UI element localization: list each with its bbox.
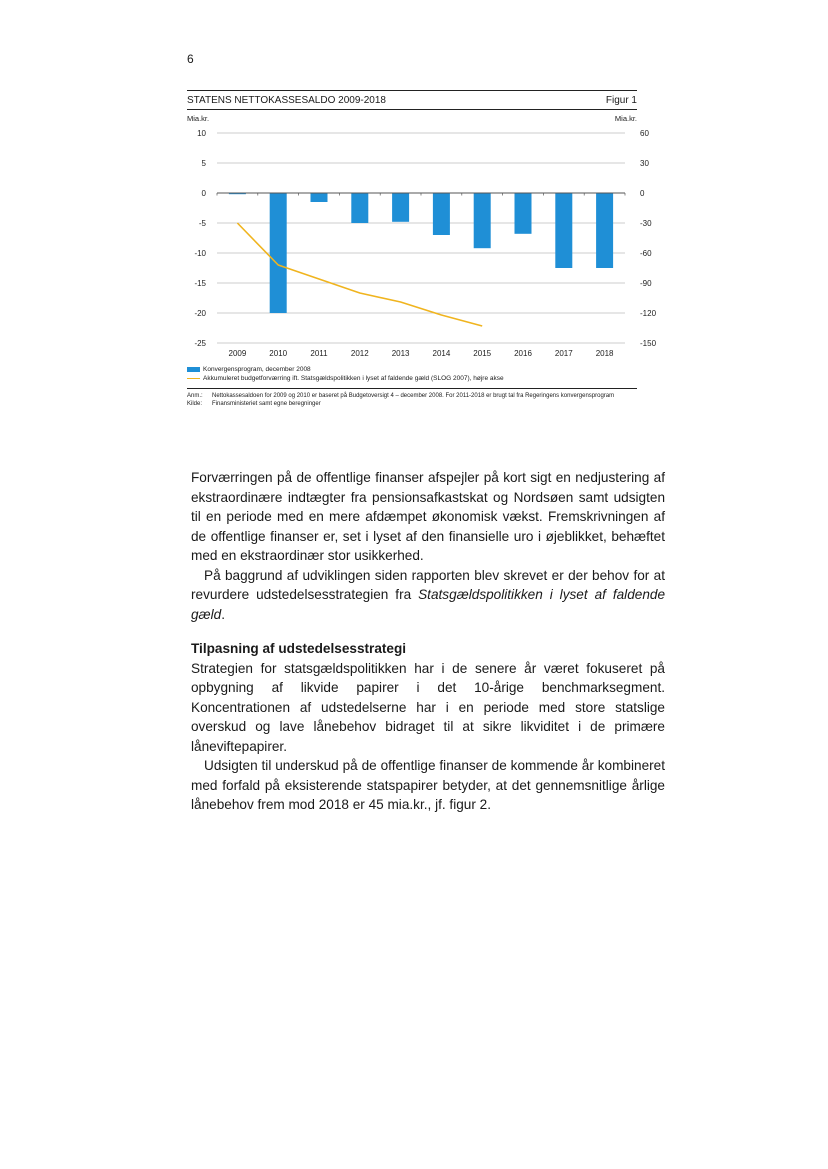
y2-tick-label: -90 [640,279,652,288]
x-tick-label: 2017 [554,349,573,358]
axis-units [187,114,637,123]
section-heading: Tilpasning af udstedelsesstrategi [191,641,407,656]
bar [515,193,532,234]
y2-tick-label: -60 [640,249,652,258]
note-kilde-text: Finansministeriet samt egne beregninger [212,401,321,407]
note-kilde [187,400,637,408]
bar [270,193,287,313]
figure-notes [187,392,637,408]
figure-1 [187,90,657,408]
bar [474,193,491,248]
body-text [191,468,665,815]
x-tick-label: 2010 [269,349,288,358]
y-tick-label: -10 [194,249,206,258]
y-tick-label: -5 [198,219,206,228]
x-tick-label: 2015 [473,349,492,358]
y2-tick-label: 60 [640,129,649,138]
page-number: 6 [187,52,194,66]
paragraph-3: Strategien for statsgældspolitikken har i de senere år været fokuseret på opbygning af likvide papirer i det 10-årige benchmarksegment. Koncentrationen af udstedelserne har i en periode med store statslige overskud og lave lånebehov bidraget til at sikre likviditet i de primære låneviftepapirer. [191,660,665,754]
legend-bar-label: Konvergensprogram, december 2008 [203,366,311,373]
paragraph-2-text: På baggrund af udviklingen siden rapporten blev skrevet er der behov for at revurdere udstedelsesstrategien fra [191,567,665,602]
legend-item-line [187,374,637,383]
y-tick-label: 0 [201,189,206,198]
chart [187,123,657,363]
y-tick-label: 10 [197,129,206,138]
x-tick-label: 2013 [391,349,410,358]
bar [596,193,613,268]
x-tick-label: 2009 [228,349,247,358]
x-tick-label: 2012 [350,349,369,358]
paragraph-2-end: . [221,606,226,622]
legend-item-bar [187,365,637,374]
y2-tick-label: -30 [640,219,652,228]
figure-bottom-rule [187,388,637,389]
y2-tick-label: 0 [640,189,645,198]
bar [392,193,409,222]
x-tick-label: 2016 [514,349,532,358]
right-axis-unit: Mia.kr. [614,114,637,123]
legend [187,365,637,383]
note-anm-text: Nettokassesaldoen for 2009 og 2010 er baseret på Budgetoversigt 4 – december 2008. For 2011-2018 er brugt tal fra Regeringens konvergensprogram [212,393,615,399]
figure-header-rule [187,109,637,110]
note-anm [187,392,637,400]
figure-title: STATENS NETTOKASSESALDO 2009-2018 [187,95,386,106]
note-kilde-label: Kilde: [187,401,203,407]
note-anm-label: Anm.: [187,393,203,399]
legend-line-label: Akkumuleret budgetforværring ift. Statsgældspolitikken i lyset af faldende gæld (SLOG 2007), højre akse [203,375,504,382]
x-tick-label: 2014 [432,349,451,358]
y-tick-label: 5 [201,159,206,168]
paragraph-2-italic: Statsgældspolitikken i lyset af faldende gæld [191,587,665,622]
y2-tick-label: 30 [640,159,649,168]
legend-line-swatch [187,378,200,379]
y-tick-label: -15 [194,279,206,288]
bar [351,193,368,223]
paragraph-2 [191,566,665,625]
paragraph-1: Forværringen på de offentlige finanser afspejler på kort sigt en nedjustering af ekstraordinære indtægter fra pensionsafkastskat og Nordsøen samt udsigten til en periode med en mere afdæmpet økonomisk vækst. Fremskrivningen af de offentlige finanser er, set i lyset af den finansielle uro i øjeblikket, behæftet med en ekstraordinær stor usikkerhed. [191,470,665,563]
paragraph-4: Udsigten til underskud på de offentlige finanser de kommende år kombineret med forfald på eksisterende statspapirer betyder, at det gennemsnitlige årlige lånebehov frem mod 2018 er 45 mia.kr., jf. figur 2. [191,758,665,812]
y2-tick-label: -150 [640,339,657,348]
y-tick-label: -25 [194,339,206,348]
y-tick-label: -20 [194,309,206,318]
x-tick-label: 2018 [595,349,614,358]
bar [555,193,572,268]
legend-bar-swatch [187,367,200,372]
y2-tick-label: -120 [640,309,657,318]
figure-header [187,91,637,109]
figure-label: Figur 1 [605,95,637,106]
left-axis-unit: Mia.kr. [187,114,210,123]
bar [433,193,450,235]
x-tick-label: 2011 [310,349,328,358]
bar [311,193,328,202]
